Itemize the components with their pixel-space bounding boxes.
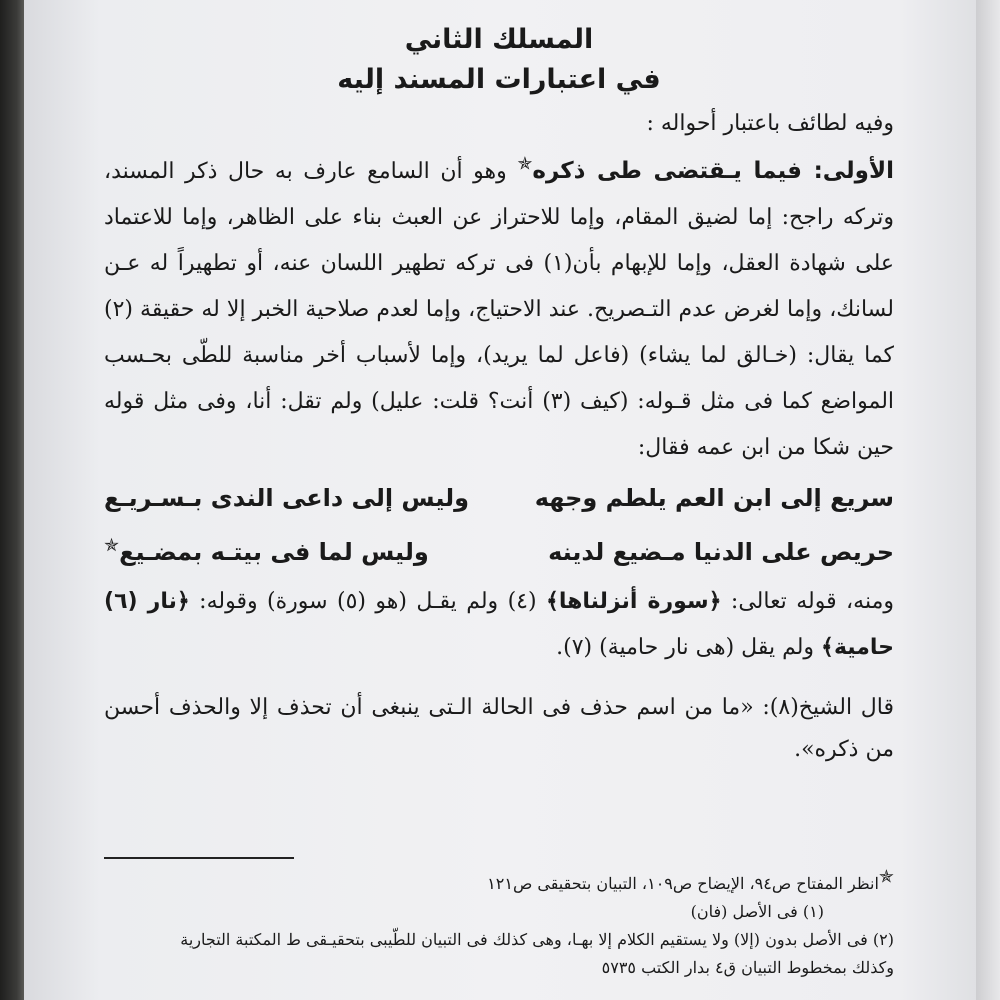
paragraph-line: وإما للاعتماد على شهادة العقل، وإما للإبهام بأن(١) فى تركه تطهير اللسان عنه، — [104, 205, 895, 276]
intro-line: وفيه لطائف باعتبار أحواله : — [646, 111, 894, 136]
footnote — [104, 866, 894, 898]
star-icon: ✯ — [104, 535, 120, 556]
verse-row — [104, 471, 894, 525]
footnote: (٢) فى الأصل بدون (إلا) ولا يستقيم الكلام إلا بهـا، وهى كذلك فى التبيان للطّيبى بتحقيـقى ط المكتبة التجارية — [180, 930, 894, 949]
page-content — [104, 20, 894, 995]
chapter-subtitle: في اعتبارات المسند إليه — [337, 64, 661, 95]
paragraph-2 — [104, 579, 894, 671]
book-page — [24, 0, 976, 1000]
verse-hemistich: سريع إلى ابن العم يلطم وجهه — [534, 484, 894, 512]
chapter-title: المسلك الثاني — [404, 24, 594, 55]
page-edge — [972, 0, 1000, 1000]
paragraph-line: لأسباب أخر مناسبة للطّى بحـسب المواضع كما فى مثل قـوله: (كيف (٣) أنت؟ — [104, 343, 895, 414]
star-icon: ✯ — [878, 866, 894, 888]
paragraph-line: قلت: عليل) ولم تقل: أنا، وفى مثل قوله حين شكا من ابن عمه فقال: — [104, 389, 894, 460]
footnote: وكذلك بمخطوط التبيان ق٤ بدار الكتب ٥٧٣٥ — [601, 958, 894, 977]
paragraph-text: أحسن من ذكره». — [104, 695, 894, 762]
paragraph-line: صلاحية الخبر إلا له حقيقة (٢) كما يقال: (خـالق لما يشاء) (فاعل لما يريد)، وإما — [104, 297, 895, 368]
paragraph-line: أو تطهيراً له عـن لسانك، وإما لغرض عدم التـصريح. عند الاحتياج، وإما لعدم — [104, 251, 894, 322]
footnote-text: انظر المفتاح ص٩٤، الإيضاح ص١٠٩، التبيان بتحقيقى ص١٢١ — [487, 874, 879, 893]
footnote: (١) فى الأصل (فان) — [690, 902, 824, 921]
verse-row — [104, 525, 894, 579]
verse-hemistich: حريص على الدنيا مـضيع لدينه — [548, 538, 894, 566]
paragraph-text: (٤) ولم يقـل (هو (٥) سورة) وقوله: — [199, 589, 547, 614]
paragraph-1 — [104, 148, 894, 471]
section-lead: الأولى: فيما يـقتضى طى ذكره — [532, 158, 894, 184]
paragraph-text: قال الشيخ(٨): «ما من اسم حذف فى الحالة الـتى ينبغى أن تحذف إلا والحذف — [168, 695, 895, 720]
shaykh-quote — [104, 687, 894, 771]
paragraph-line: وهو أن السامع عارف به حال ذكر — [185, 159, 507, 184]
verse-hemistich: وليس إلى داعى الندى بـسـريـع — [104, 484, 470, 512]
paragraph-text: ومنه، قوله تعالى: — [721, 589, 894, 614]
quran-quote: ﴿نار (٦) حامية﴾ — [104, 589, 894, 660]
footnote-divider — [104, 857, 294, 859]
footnotes — [104, 866, 894, 982]
verse-hemistich-with-star — [104, 525, 429, 579]
paragraph-text: ولم يقل (هى نار حامية) (٧). — [556, 635, 822, 660]
quran-quote: ﴿سورة أنزلناها﴾ — [546, 589, 722, 614]
verse-hemistich: وليس لما فى بيتـه بمضـيع — [119, 538, 429, 566]
paragraph-line: المسند، وتركه راجح: إما لضيق المقام، وإما للاحتراز عن العبث بناء على الظاهر، — [104, 159, 894, 230]
star-icon: ✯ — [517, 153, 533, 175]
